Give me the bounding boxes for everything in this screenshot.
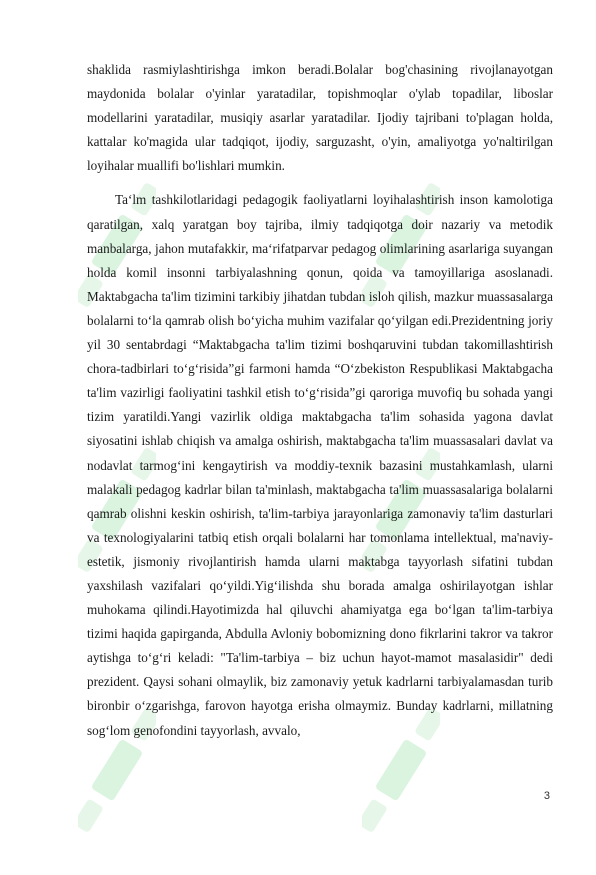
paragraph: Ta‘lm tashkilotlaridagi pedagogik faoliyatlarni loyihalashtirish inson kamolotiga qaratilgan, xalq yaratgan boy tajriba, ilmiy tadqiqotga doir nazariy va metodik manbalarga, jahon mutafakkir, ma‘rifatparvar pedagog olimlarining asarlariga suyangan holda komil insonni tarbiyalashning qonun, qoida va tamoyillariga asoslanadi. Maktabgacha ta'lim tizimini tarkibiy jihatdan tubdan isloh qilish, mazkur muassasalarga bolalarni to‘la qamrab olish bo‘yicha muhim vazifalar qo‘yilgan edi.Prezidentning joriy yil 30 sentabrdagi “Maktabgacha ta'lim tizimi boshqaruvini tubdan takomillashtirish chora-tadbirlari to‘g‘risida”gi farmoni hamda “O‘zbekiston Respublikasi Maktabgacha ta'lim vazirligi faoliyatini tashkil etish to‘g‘risida”gi qaroriga muvofiq bu sohada yangi tizim yaratildi.Yangi vazirlik oldiga maktabgacha ta'lim sohasida yagona davlat siyosatini ishlab chiqish va amalga oshirish, maktabgacha ta'lim muassasalari davlat va nodavlat tarmog‘ini kengaytirish va moddiy-texnik bazasini mustahkamlash, ularni malakali pedagog kadrlar bilan ta'minlash, maktabgacha ta'lim muassasalariga bolalarni qamrab olishni keskin oshirish, ta'lim-tarbiya jarayonlariga zamonaviy ta'lim dasturlari va texnologiyalarini tatbiq etish orqali bolalarni har tomonlama intellektual, ma'naviy-estetik, jismoniy rivojlantirish hamda ularni maktabga tayyorlash sifatini tubdan yaxshilash vazifalari qo‘yildi.Yig‘ilishda shu borada amalga oshirilayotgan ishlar muhokama qilindi.Hayotimizda hal qiluvchi ahamiyatga ega bo‘lgan ta'lim-tarbiya tizimi haqida gapirganda, Abdulla Avloniy bobomizning dono fikrlarini takror va takror aytishga to‘g‘ri keladi: "Ta'lim-tarbiya – biz uchun hayot-mamot masalasidir" dedi prezident. Qaysi sohani olmaylik, biz zamonaviy yetuk kadrlarni tarbiyalamasdan turib bironbir o‘zgarishga, farovon hayotga erisha olmaymiz. Bunday kadrlarni, millatning sog‘lom genofondini tayyorlash, avvalo,: [87, 192, 553, 738]
body-text: [87, 58, 553, 743]
page-number: 3: [543, 790, 550, 802]
paragraph: shaklida rasmiylashtirishga imkon beradi.Bolalar bog'chasining rivojlanayotgan maydonida bolalar o'yinlar yaratadilar, topishmoqlar o'ylab topadilar, liboslar modellarini yaratadilar, musiqiy asarlar yaratadilar. Ijodiy tajribani to'plagan holda, kattalar ko'magida ular tadqiqot, ijodiy, sarguzasht, o'yin, amaliyotga yo'naltirilgan loyihalar muallifi bo'lishlari mumkin.: [87, 62, 553, 174]
